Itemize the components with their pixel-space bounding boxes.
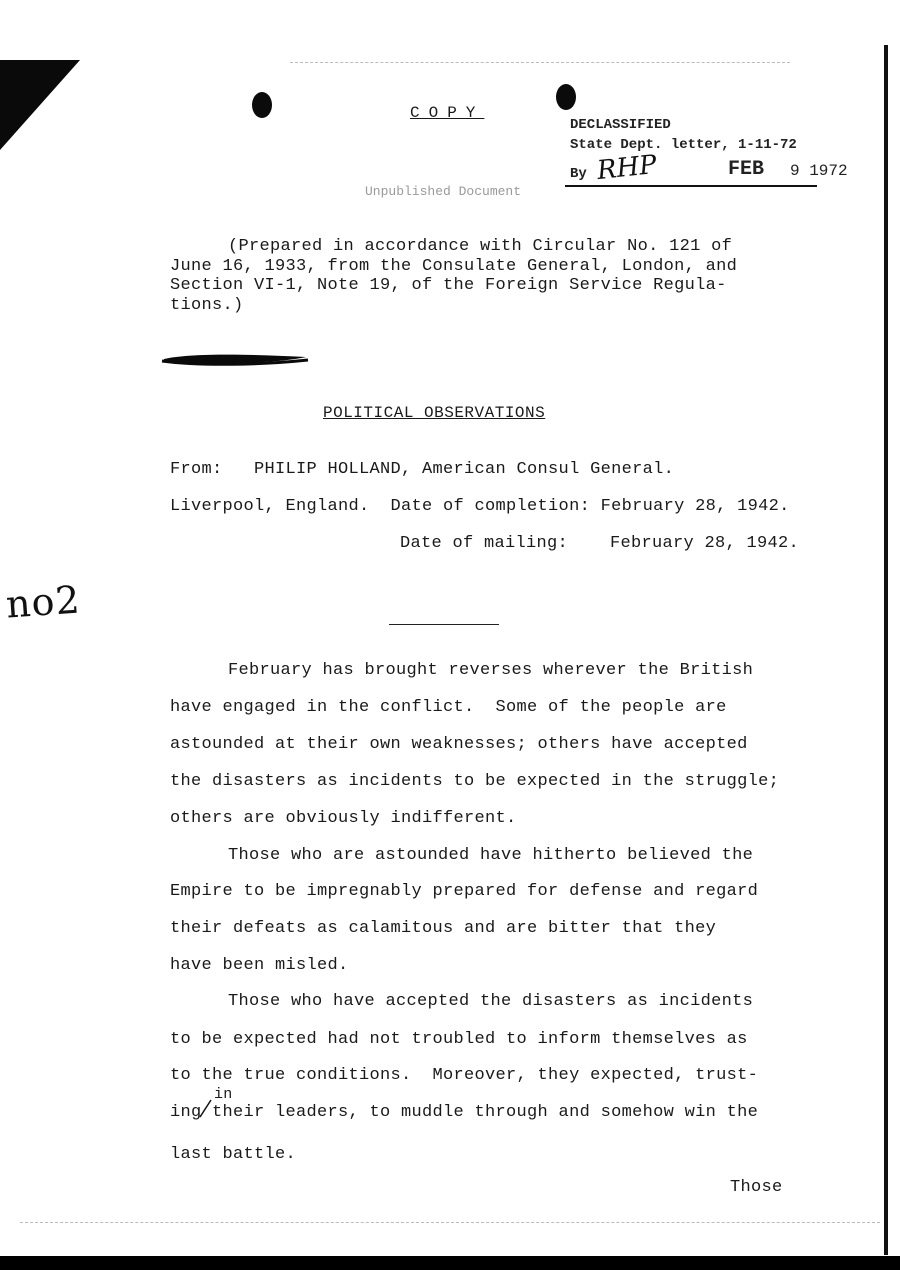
bottom-edge-shadow (0, 1256, 900, 1270)
body-line: ing their leaders, to muddle through and somehow win the (170, 1103, 759, 1122)
punch-hole-left (252, 92, 272, 118)
body-line: Those who have accepted the disasters as incidents (228, 992, 754, 1011)
right-edge-shadow (884, 45, 888, 1255)
body-line: the disasters as incidents to be expected in the struggle; (170, 772, 780, 791)
body-line: to be expected had not troubled to inform themselves as (170, 1030, 748, 1049)
body-line: have been misled. (170, 956, 349, 975)
declassified-initials: RHP (595, 149, 659, 187)
body-line: last battle. (170, 1145, 297, 1164)
body-line: Empire to be impregnably prepared for defense and regard (170, 882, 759, 901)
body-line: astounded at their own weaknesses; others have accepted (170, 735, 748, 754)
body-line: have engaged in the conflict. Some of the people are (170, 698, 727, 717)
completion-line: Liverpool, England. Date of completion: February 28, 1942. (170, 497, 790, 516)
body-line: to the true conditions. Moreover, they expected, trust- (170, 1066, 759, 1085)
body-line: others are obviously indifferent. (170, 809, 517, 828)
declassified-day-year: 9 1972 (790, 162, 848, 180)
prepared-note-line-2: June 16, 1933, from the Consulate General, London, and (170, 257, 738, 276)
prepared-note-line-3: Section VI-1, Note 19, of the Foreign Service Regula- (170, 276, 727, 295)
bottom-dotted-rule (20, 1222, 880, 1223)
mailing-line: Date of mailing: February 28, 1942. (400, 534, 800, 553)
inserted-word: in (214, 1086, 233, 1103)
body-line: February has brought reverses wherever the British (228, 661, 754, 680)
punch-hole-right (556, 84, 576, 110)
redaction-mark (160, 351, 310, 367)
stamp-underline (565, 185, 817, 187)
declassified-by-label: By (570, 166, 587, 182)
prepared-note-line-4: tions.) (170, 296, 244, 315)
declassified-stamp: DECLASSIFIED (570, 117, 671, 133)
copy-heading: COPY (410, 104, 485, 122)
declassified-authority: State Dept. letter, 1-11-72 (570, 137, 797, 153)
prepared-note-line-1: (Prepared in accordance with Circular No. 121 of (228, 237, 733, 256)
continuation-word: Those (730, 1178, 783, 1197)
body-line: Those who are astounded have hitherto believed the (228, 846, 754, 865)
dark-corner-mark (0, 60, 80, 150)
body-line: their defeats as calamitous and are bitter that they (170, 919, 717, 938)
handwritten-note: no2 (4, 577, 82, 627)
top-dotted-rule (290, 62, 790, 63)
declassified-month: FEB (728, 158, 765, 181)
faint-heading: Unpublished Document (365, 184, 522, 199)
from-line: From: PHILIP HOLLAND, American Consul General. (170, 460, 675, 479)
document-title: POLITICAL OBSERVATIONS (323, 404, 546, 422)
section-divider (389, 624, 499, 625)
